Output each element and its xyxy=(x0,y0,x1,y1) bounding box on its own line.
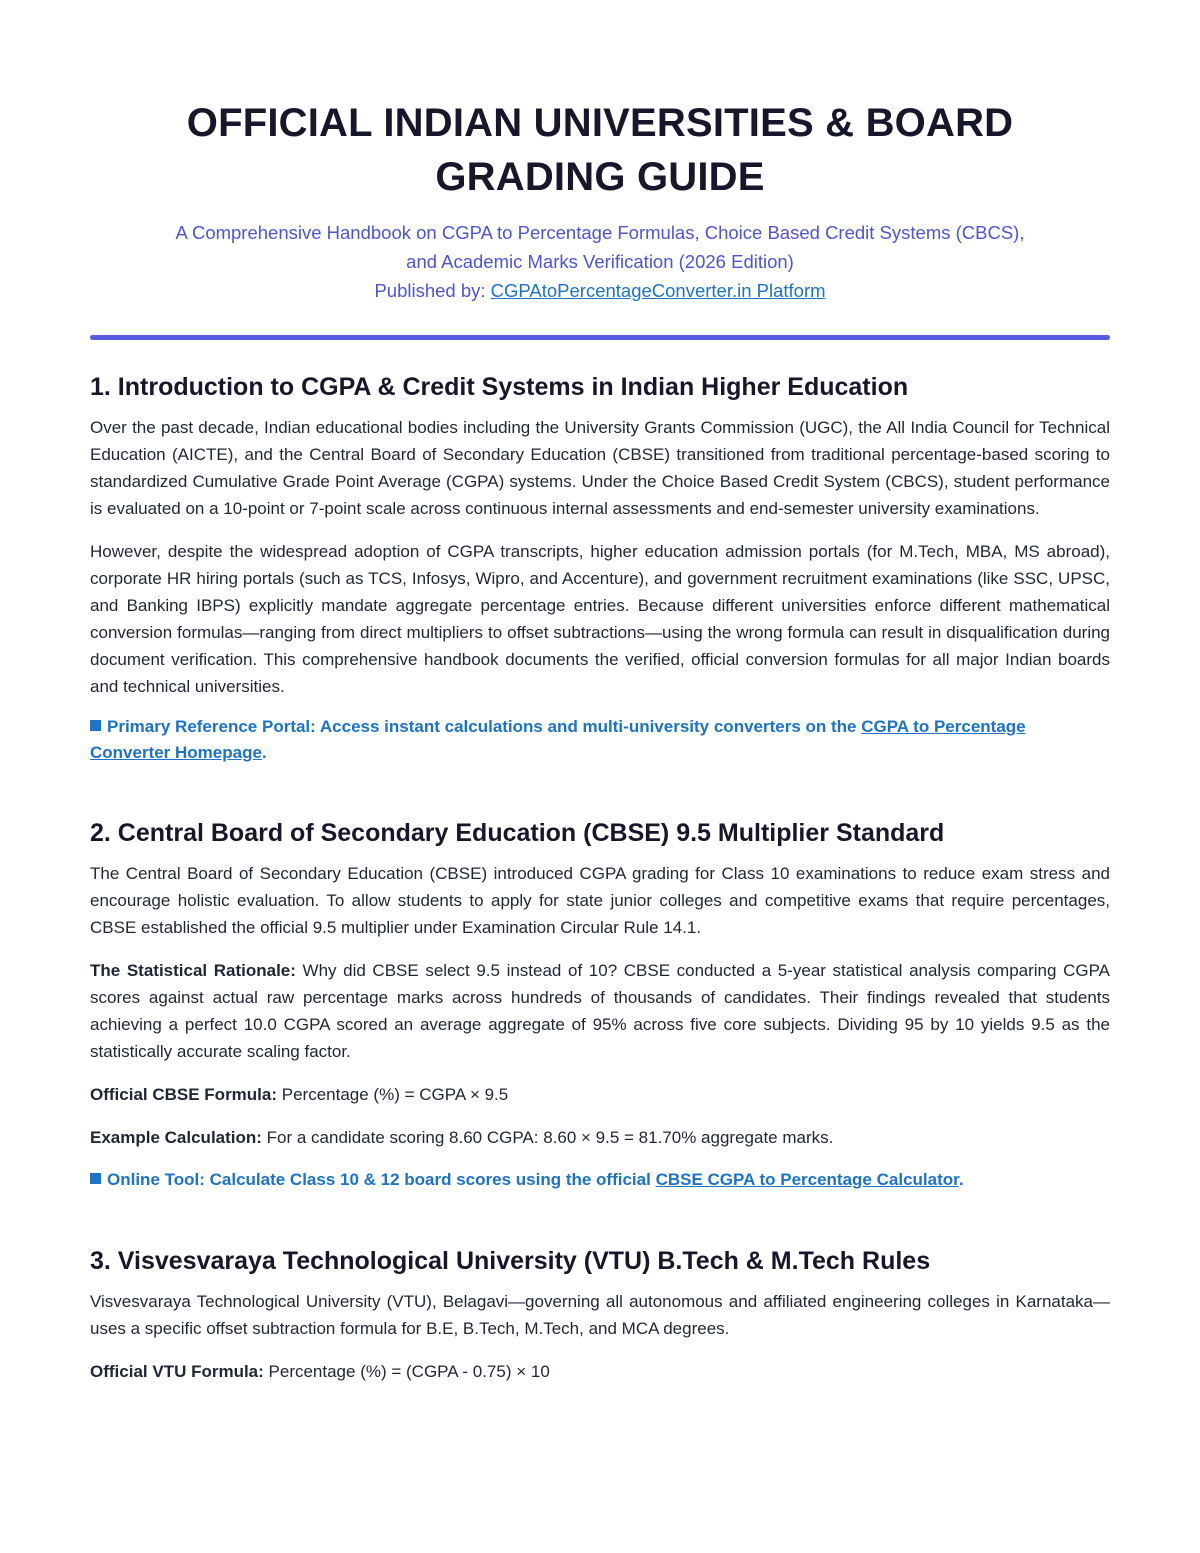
formula-label: Official VTU Formula: xyxy=(90,1362,264,1381)
section-1-callout xyxy=(90,714,1110,766)
callout-text: Online Tool: Calculate Class 10 & 12 board scores using the official xyxy=(107,1170,656,1189)
document-title xyxy=(90,96,1110,204)
section-2-formula xyxy=(90,1081,1110,1108)
section-1-paragraph-2: However, despite the widespread adoption of CGPA transcripts, higher education admission portals (for M.Tech, MBA, MS abroad), corporate HR hiring portals (such as TCS, Infosys, Wipro, and Accenture), and government recruitment examinations (like SSC, UPSC, and Banking IBPS) explicitly mandate aggregate percentage entries. Because different universities enforce different mathematical conversion formulas—ranging from direct multipliers to offset subtractions—using the wrong formula can result in disqualification during document verification. This comprehensive handbook documents the verified, official conversion formulas for all major Indian boards and technical universities. xyxy=(90,542,1110,696)
rationale-label: The Statistical Rationale: xyxy=(90,961,296,980)
square-bullet-icon xyxy=(90,1173,101,1184)
formula-text: Percentage (%) = (CGPA - 0.75) × 10 xyxy=(263,1362,550,1381)
section-2-paragraph-1: The Central Board of Secondary Education (CBSE) introduced CGPA grading for Class 10 examinations to reduce exam stress and encourage holistic evaluation. To allow students to apply for state junior colleges and competitive exams that require percentages, CBSE established the official 9.5 multiplier under Examination Circular Rule 14.1. xyxy=(90,864,1110,937)
example-label: Example Calculation: xyxy=(90,1128,262,1147)
subtitle-line-2: and Academic Marks Verification (2026 Edition) xyxy=(406,251,794,272)
callout-end: . xyxy=(958,1170,964,1189)
title-line-2: GRADING GUIDE xyxy=(435,155,765,199)
homepage-link[interactable]: CGPA to Percentage Converter Homepage xyxy=(90,717,1026,762)
callout-text: Primary Reference Portal: Access instant calculations and multi-university converters on the xyxy=(107,717,862,736)
rationale-text: Why did CBSE select 9.5 instead of 10? CBSE conducted a 5-year statistical analysis comparing CGPA scores against actual raw percentage marks across hundreds of thousands of candidates. Their findings revealed that students achieving a perfect 10.0 CGPA scored an average aggregate of 95% across five core subjects. Dividing 95 by 10 yields 9.5 as the statistically accurate scaling factor. xyxy=(90,961,1110,1061)
section-1-heading: 1. Introduction to CGPA & Credit Systems in Indian Higher Education xyxy=(90,373,909,401)
callout-end: . xyxy=(261,743,267,762)
formula-label: Official CBSE Formula: xyxy=(90,1085,278,1104)
subtitle-line-1: A Comprehensive Handbook on CGPA to Percentage Formulas, Choice Based Credit Systems (CBCS), xyxy=(175,222,1025,243)
section-2-heading: 2. Central Board of Secondary Education (CBSE) 9.5 Multiplier Standard xyxy=(90,819,945,847)
example-text: For a candidate scoring 8.60 CGPA: 8.60 × 9.5 = 81.70% aggregate marks. xyxy=(261,1128,834,1147)
section-3-heading: 3. Visvesvaraya Technological University (VTU) B.Tech & M.Tech Rules xyxy=(90,1247,931,1275)
title-line-1: OFFICIAL INDIAN UNIVERSITIES & BOARD xyxy=(186,101,1014,145)
square-bullet-icon xyxy=(90,720,101,731)
header-divider xyxy=(90,335,1110,340)
section-2-example xyxy=(90,1124,1110,1151)
section-1-paragraph-1: Over the past decade, Indian educational bodies including the University Grants Commission (UGC), the All India Council for Technical Education (AICTE), and the Central Board of Secondary Education (CBSE) transitioned from traditional percentage-based scoring to standardized Cumulative Grade Point Average (CGPA) systems. Under the Choice Based Credit System (CBCS), student performance is evaluated on a 10-point or 7-point scale across continuous internal assessments and end-semester university examinations. xyxy=(90,418,1110,518)
cbse-calculator-link[interactable]: CBSE CGPA to Percentage Calculator xyxy=(655,1170,959,1189)
section-3-paragraph-1: Visvesvaraya Technological University (VTU), Belagavi—governing all autonomous and affiliated engineering colleges in Karnataka—uses a specific offset subtraction formula for B.E, B.Tech, M.Tech, and MCA degrees. xyxy=(90,1292,1110,1338)
formula-text: Percentage (%) = CGPA × 9.5 xyxy=(277,1085,509,1104)
section-2-rationale xyxy=(90,957,1110,1065)
section-2-callout xyxy=(90,1167,1110,1193)
publisher-link[interactable]: CGPAtoPercentageConverter.in Platform xyxy=(490,280,826,301)
document-subtitle xyxy=(90,218,1110,305)
published-by xyxy=(90,276,1110,305)
section-3-formula xyxy=(90,1358,1110,1385)
published-prefix: Published by: xyxy=(374,280,491,301)
